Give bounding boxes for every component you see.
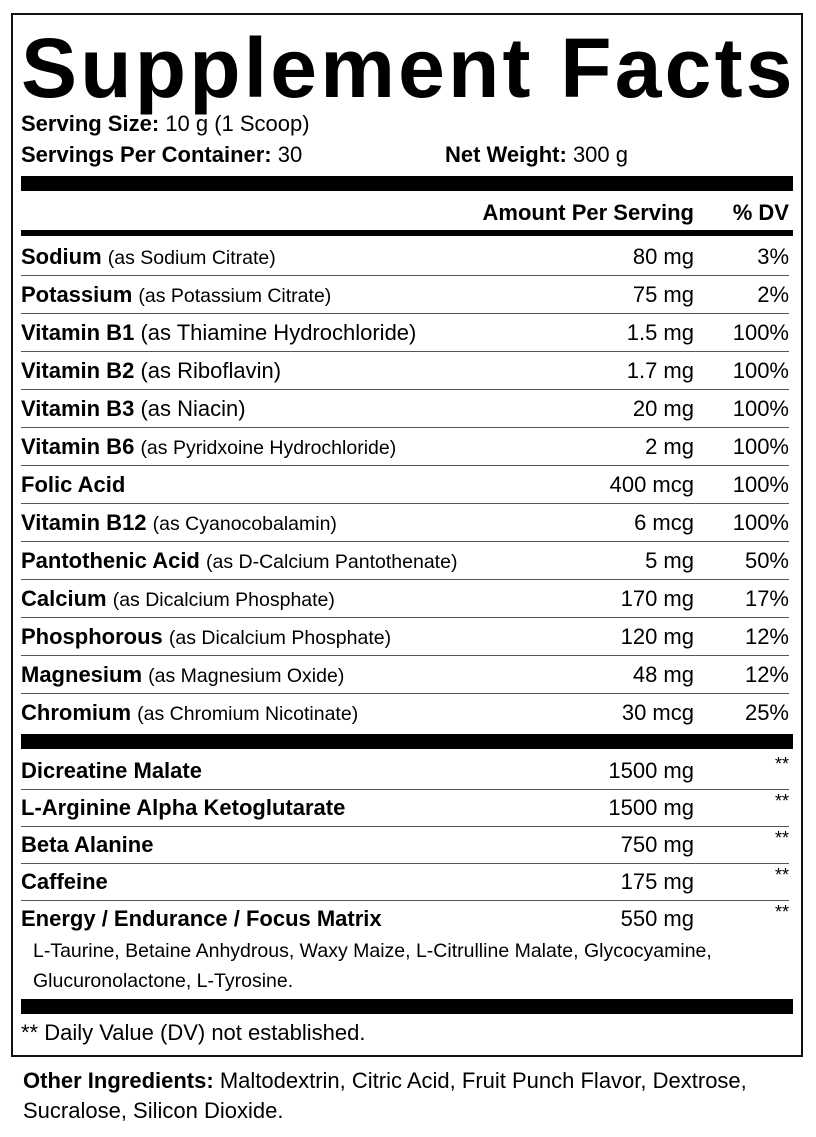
- nutrient-dv: 12%: [744, 662, 789, 687]
- ingredient-row: [21, 900, 789, 937]
- nutrient-row: [21, 656, 789, 694]
- nutrient-row: [21, 694, 789, 731]
- ingredient-name: Beta Alanine: [21, 832, 154, 857]
- nutrient-label: Calcium: [21, 586, 107, 611]
- net-weight: [445, 142, 628, 168]
- nutrient-label: Vitamin B12: [21, 510, 147, 535]
- nutrient-source: (as Sodium Citrate): [107, 247, 276, 269]
- serving-size-label: Serving Size:: [21, 111, 160, 136]
- nutrient-name: [21, 700, 358, 726]
- supplement-facts-panel: [11, 13, 803, 1057]
- nutrient-source: (as Pyridxoine Hydrochloride): [140, 437, 397, 459]
- servings-value: 30: [277, 142, 303, 167]
- column-header: [21, 200, 789, 230]
- ingredient-amount: 175 mg: [620, 869, 694, 894]
- nutrient-source: (as Potassium Citrate): [138, 285, 332, 307]
- nutrient-amount: 6 mcg: [634, 510, 694, 535]
- nutrient-source: (as Magnesium Oxide): [148, 665, 345, 687]
- thick-divider: [21, 734, 793, 749]
- nutrient-source: (as Dicalcium Phosphate): [112, 589, 335, 611]
- other-ingredients-value: Maltodextrin, Citric Acid, Fruit Punch Flavor, Dextrose, Sucralose, Silicon Dioxide.: [23, 1068, 747, 1123]
- nutrient-dv: 100%: [732, 434, 789, 459]
- other-ingredients: [23, 1066, 783, 1126]
- servings-per-container: [21, 142, 302, 168]
- nutrient-dv: 100%: [732, 510, 789, 535]
- ingredient-dv: **: [774, 754, 789, 774]
- nutrient-dv: 17%: [744, 586, 789, 611]
- nutrient-row: [21, 314, 789, 352]
- nutrient-amount: 2 mg: [645, 434, 694, 459]
- matrix-contents: L-Taurine, Betaine Anhydrous, Waxy Maize, L-Citrulline Malate, Glycocyamine, Glucuronolactone, L-Tyrosine.: [33, 940, 712, 992]
- nutrient-dv: 2%: [757, 282, 789, 307]
- nutrient-label: Vitamin B1: [21, 320, 135, 345]
- ingredient-amount: 1500 mg: [608, 795, 694, 820]
- nutrient-row: [21, 276, 789, 314]
- nutrient-row: [21, 352, 789, 390]
- nutrient-amount: 20 mg: [632, 396, 694, 421]
- header-divider: [21, 230, 793, 236]
- servings-label: Servings Per Container:: [21, 142, 272, 167]
- nutrient-dv: 3%: [757, 244, 789, 269]
- nutrient-name: [21, 358, 281, 384]
- nutrient-amount: 75 mg: [632, 282, 694, 307]
- ingredient-dv: **: [774, 902, 789, 922]
- dv-header: % DV: [732, 200, 789, 225]
- nutrient-label: Magnesium: [21, 662, 143, 687]
- serving-size-value: 10 g (1 Scoop): [165, 111, 310, 136]
- nutrient-name: [21, 320, 416, 346]
- nutrient-label: Potassium: [21, 282, 133, 307]
- nutrient-row: [21, 428, 789, 466]
- nutrient-label: Chromium: [21, 700, 131, 725]
- thick-divider: [21, 999, 793, 1014]
- nutrient-name: [21, 662, 344, 688]
- nutrient-source: (as Riboflavin): [140, 358, 282, 383]
- ingredient-dv: **: [774, 865, 789, 885]
- other-ingredients-label: Other Ingredients:: [23, 1068, 214, 1093]
- ingredient-amount: 750 mg: [620, 832, 694, 857]
- ingredient-name: Energy / Endurance / Focus Matrix: [21, 906, 382, 931]
- nutrient-name: [21, 624, 391, 650]
- nutrient-name: [21, 282, 331, 308]
- nutrient-row: [21, 618, 789, 656]
- nutrient-source: (as Chromium Nicotinate): [137, 703, 359, 725]
- serving-size: [21, 111, 310, 137]
- nutrient-label: Sodium: [21, 244, 102, 269]
- ingredient-amount: 550 mg: [620, 906, 694, 931]
- nutrient-dv: 100%: [732, 320, 789, 345]
- ingredient-dv: **: [774, 791, 789, 811]
- nutrient-name: [21, 510, 337, 536]
- ingredient-dv: **: [774, 828, 789, 848]
- nutrient-amount: 1.5 mg: [626, 320, 694, 345]
- nutrient-source: (as Cyanocobalamin): [152, 513, 337, 535]
- nutrient-amount: 48 mg: [632, 662, 694, 687]
- nutrient-dv: 12%: [744, 624, 789, 649]
- nutrient-source: (as Niacin): [140, 396, 246, 421]
- nutrient-amount: 400 mcg: [609, 472, 694, 497]
- nutrient-amount: 30 mcg: [621, 700, 694, 725]
- nutrient-row: [21, 466, 789, 504]
- nutrient-label: Vitamin B6: [21, 434, 135, 459]
- nutrient-row: [21, 580, 789, 618]
- ingredient-row: [21, 863, 789, 901]
- nutrient-label: Vitamin B3: [21, 396, 135, 421]
- nutrient-amount: 170 mg: [620, 586, 694, 611]
- nutrient-source: (as Thiamine Hydrochloride): [140, 320, 417, 345]
- nutrient-label: Phosphorous: [21, 624, 163, 649]
- nutrient-label: Folic Acid: [21, 472, 126, 497]
- ingredient-amount: 1500 mg: [608, 758, 694, 783]
- nutrient-dv: 25%: [744, 700, 789, 725]
- panel-title: Supplement Facts: [21, 21, 796, 115]
- nutrient-amount: 80 mg: [632, 244, 694, 269]
- nutrient-source: (as Dicalcium Phosphate): [168, 627, 392, 649]
- nutrient-source: (as D-Calcium Pantothenate): [206, 551, 458, 573]
- ingredient-name: Dicreatine Malate: [21, 758, 202, 783]
- nutrient-dv: 100%: [732, 396, 789, 421]
- ingredient-name: Caffeine: [21, 869, 108, 894]
- nutrient-row: [21, 238, 789, 276]
- ingredient-row: [21, 752, 789, 790]
- nutrient-amount: 5 mg: [645, 548, 694, 573]
- nutrient-name: [21, 244, 276, 270]
- nutrient-amount: 120 mg: [620, 624, 694, 649]
- nutrient-row: [21, 542, 789, 580]
- nutrient-amount: 1.7 mg: [626, 358, 694, 383]
- nutrient-name: [21, 434, 396, 460]
- nutrient-dv: 50%: [744, 548, 789, 573]
- thick-divider: [21, 176, 793, 191]
- amount-header: Amount Per Serving: [482, 200, 694, 225]
- footnote: ** Daily Value (DV) not established.: [21, 1020, 366, 1045]
- nutrient-label: Vitamin B2: [21, 358, 135, 383]
- nutrient-dv: 100%: [732, 358, 789, 383]
- nutrient-row: [21, 504, 789, 542]
- net-weight-label: Net Weight:: [445, 142, 567, 167]
- nutrient-dv: 100%: [732, 472, 789, 497]
- net-weight-value: 300 g: [572, 142, 628, 167]
- nutrient-name: [21, 548, 457, 574]
- nutrient-name: [21, 472, 125, 498]
- nutrient-name: [21, 396, 246, 422]
- ingredient-name: L-Arginine Alpha Ketoglutarate: [21, 795, 346, 820]
- nutrient-name: [21, 586, 335, 612]
- ingredient-row: [21, 826, 789, 864]
- nutrient-label: Pantothenic Acid: [21, 548, 200, 573]
- ingredient-row: [21, 789, 789, 827]
- nutrient-row: [21, 390, 789, 428]
